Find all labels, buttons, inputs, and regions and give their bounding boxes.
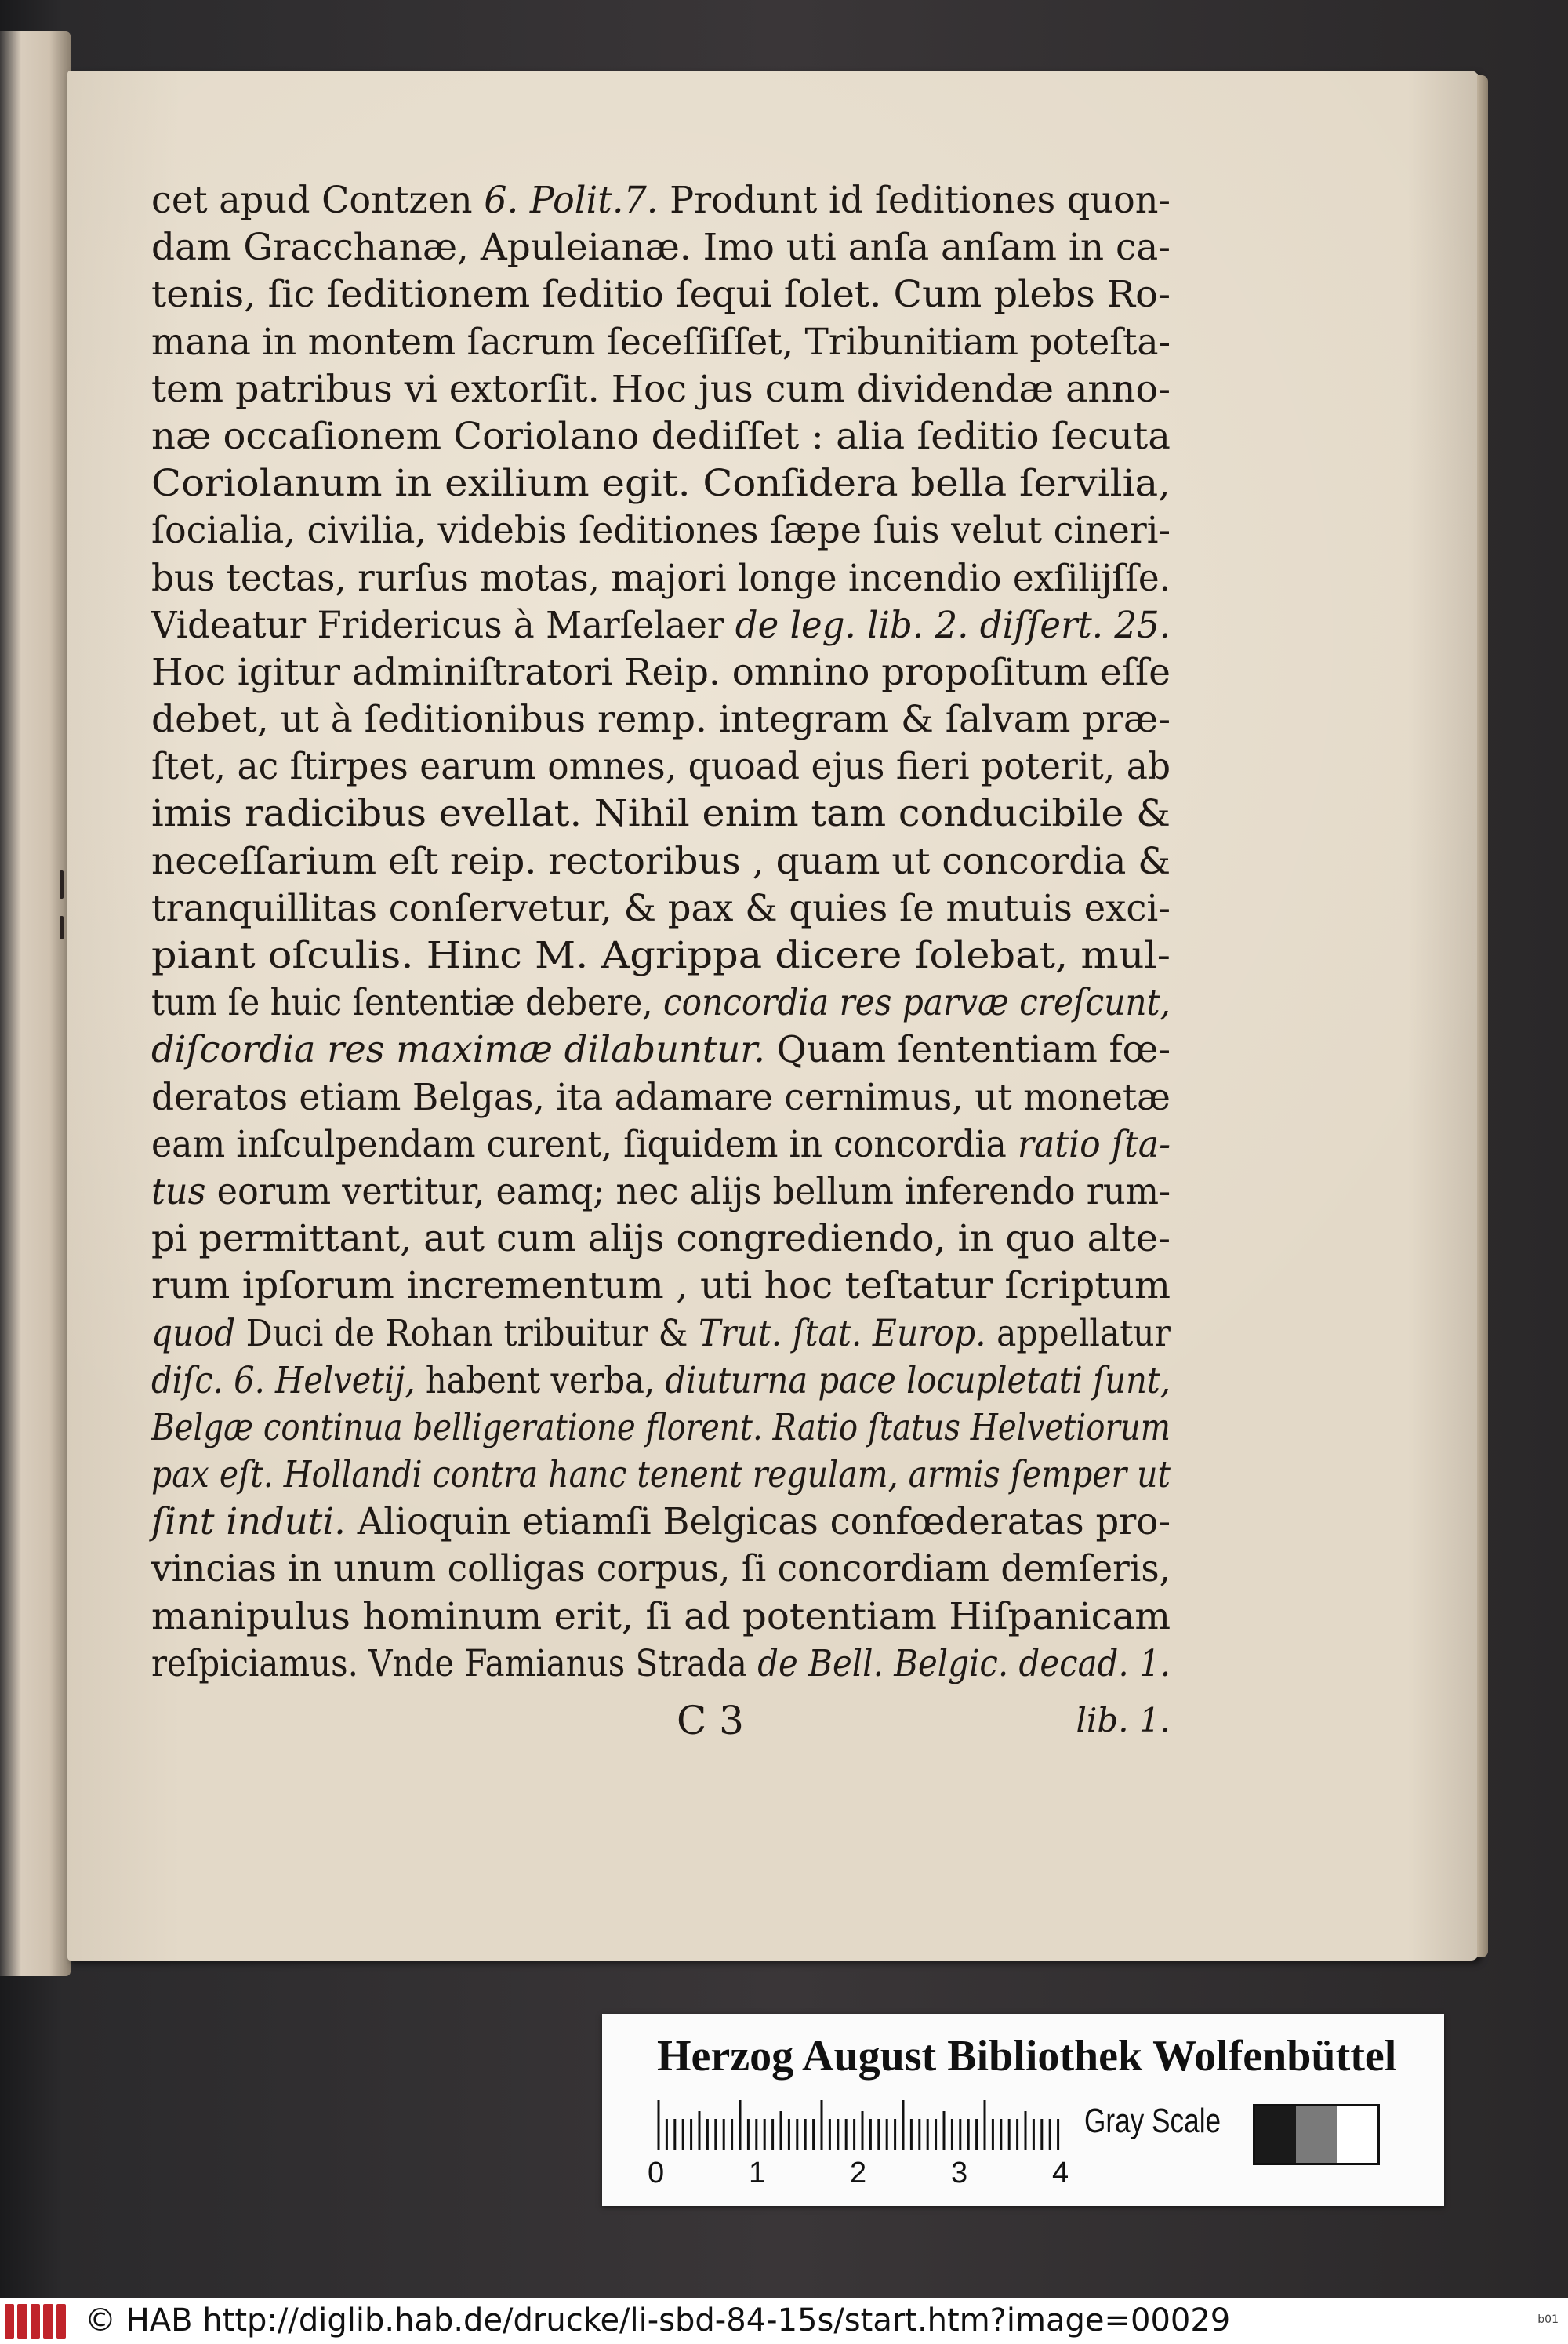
text-run: Coriolanum in exilium egit. Conſidera bella ſervilia, <box>151 462 1171 506</box>
text-line <box>151 1216 1171 1263</box>
text-line <box>151 696 1171 743</box>
text-line <box>151 979 1171 1027</box>
text-run: reſpiciamus. Vnde Famianus Strada <box>151 1641 758 1685</box>
text-line <box>151 649 1171 696</box>
gray-swatch <box>1255 2106 1296 2163</box>
ruler-icon <box>657 2100 1065 2163</box>
previous-pages-edge <box>0 31 71 1976</box>
text-line <box>151 413 1171 460</box>
text-run: tenis, ſic ſeditionem ſeditio ſequi ſolet. Cum plebs Ro- <box>151 273 1171 317</box>
ruler-number: 2 <box>850 2157 867 2190</box>
text-line <box>151 1452 1171 1499</box>
label-title: Herzog August Bibliothek Wolfenbüttel <box>657 2032 1397 2081</box>
text-run: tem patribus vi extorſit. Hoc jus cum dividendæ anno- <box>151 367 1171 411</box>
text-line <box>151 932 1171 979</box>
text-line <box>151 1594 1171 1641</box>
text-line <box>151 1027 1171 1074</box>
italic-text-run: ratio ſta- <box>1017 1122 1171 1166</box>
text-run: habent verba, <box>415 1358 666 1402</box>
text-run: Videatur Fridericus à Marſelaer <box>151 603 735 647</box>
text-line <box>151 224 1171 271</box>
text-line <box>151 885 1171 932</box>
text-run: dam Gracchanæ, Apuleianæ. Imo uti anſa anſam in ca- <box>151 226 1171 270</box>
text-line <box>151 1357 1171 1405</box>
gray-swatch <box>1337 2106 1377 2163</box>
text-line <box>151 838 1171 885</box>
footer-code: b01 <box>1537 2313 1559 2326</box>
text-run: Hoc igitur adminiſtratori Reip. omnino propoſitum eſſe <box>151 650 1171 694</box>
text-run: Produnt id ſeditiones quon- <box>658 179 1171 222</box>
hab-logo-icon <box>5 2304 66 2339</box>
library-label <box>602 2014 1444 2206</box>
text-run: næ occaſionem Coriolano dediſſet : alia ſeditio ſecuta <box>151 414 1171 458</box>
text-run: imis radicibus evellat. Nihil enim tam conducibile & <box>151 792 1171 836</box>
page-text-block <box>151 177 1171 1688</box>
page-edge-shadow <box>1477 75 1488 1957</box>
italic-text-run: Belgæ continua belligeratione florent. Ratio ſtatus Helvetiorum <box>151 1405 1171 1449</box>
text-run: Quam ſententiam fœ- <box>765 1028 1171 1072</box>
italic-text-run: quod <box>151 1311 236 1355</box>
text-line <box>151 177 1171 224</box>
text-line <box>151 1641 1171 1688</box>
text-line <box>151 1074 1171 1121</box>
text-run: piant oſculis. Hinc M. Agrippa dicere ſolebat, mul- <box>151 934 1171 977</box>
ruler-number: 1 <box>749 2157 766 2190</box>
text-run: ſtet, ac ſtirpes earum omnes, quoad ejus fieri poterit, ab <box>151 745 1171 789</box>
italic-text-run: de Bell. Belgic. decad. 1. <box>757 1641 1171 1685</box>
text-line <box>151 1263 1171 1310</box>
source-url-text[interactable]: © HAB http://diglib.hab.de/drucke/li-sbd-84-15s/start.htm?image=00029 <box>85 2302 1231 2339</box>
italic-text-run: Trut. ſtat. Europ. <box>698 1311 986 1355</box>
text-run: eam inſculpendam curent, ſiquidem in concordia <box>151 1122 1018 1166</box>
text-line <box>151 1405 1171 1452</box>
text-line <box>151 319 1171 366</box>
source-footer-bar <box>0 2298 1568 2344</box>
text-run: appellatur <box>985 1311 1171 1355</box>
catchword: lib. 1. <box>1076 1701 1171 1739</box>
text-run: neceſſarium eſt reip. rectoribus , quam ut concordia & <box>151 839 1171 883</box>
text-run: Alioquin etiamſi Belgicas confœderatas pro- <box>345 1500 1171 1544</box>
text-run: pi permittant, aut cum alijs congrediendo, in quo alte- <box>151 1217 1171 1261</box>
text-line <box>151 1121 1171 1168</box>
text-line <box>151 743 1171 790</box>
text-run: cet apud Contzen <box>151 179 485 222</box>
ruler-number: 4 <box>1052 2157 1069 2190</box>
italic-text-run: pax eſt. Hollandi contra hanc tenent regulam, armis ſemper ut <box>151 1453 1171 1497</box>
gray-scale-swatch <box>1253 2104 1380 2165</box>
italic-text-run: ſint induti. <box>151 1500 346 1544</box>
text-line <box>151 1310 1171 1357</box>
text-run: debet, ut à ſeditionibus remp. integram & ſalvam præ- <box>151 698 1171 742</box>
text-line <box>151 602 1171 649</box>
ruler-number: 3 <box>951 2157 968 2190</box>
italic-text-run: diſcordia res maximæ dilabuntur. <box>151 1028 766 1072</box>
text-line <box>151 507 1171 554</box>
italic-text-run: de leg. lib. 2. diſſert. 25. <box>735 603 1171 647</box>
italic-text-run: 6. Polit.7. <box>484 179 659 222</box>
text-run: eorum vertitur, eamq; nec alijs bellum inferendo rum- <box>205 1169 1171 1213</box>
gray-swatch <box>1296 2106 1337 2163</box>
text-line <box>151 1499 1171 1546</box>
italic-text-run: tus <box>151 1169 206 1213</box>
text-line <box>151 555 1171 602</box>
italic-text-run: diſc. 6. Helvetij, <box>151 1358 416 1402</box>
text-line <box>151 790 1171 838</box>
text-run: bus tectas, rurſus motas, majori longe incendio exſilijſſe. <box>151 556 1171 600</box>
italic-text-run: concordia res parvæ creſcunt, <box>663 981 1171 1025</box>
ruler-number: 0 <box>648 2157 665 2190</box>
text-line <box>151 1168 1171 1216</box>
margin-ink-marks <box>55 870 71 949</box>
text-run: tum ſe huic ſententiæ debere, <box>151 981 664 1025</box>
text-run: rum ipſorum incrementum , uti hoc teſtatur ſcriptum <box>151 1264 1171 1308</box>
text-run: mana in montem ſacrum ſeceſſiſſet, Tribunitiam poteſta- <box>151 320 1171 364</box>
text-run: tranquillitas conſervetur, & pax & quies ſe mutuis exci- <box>151 886 1171 930</box>
italic-text-run: diuturna pace locupletati ſunt, <box>665 1358 1171 1402</box>
signature-mark: C 3 <box>677 1698 744 1743</box>
text-run: manipulus hominum erit, ſi ad potentiam Hiſpanicam <box>151 1594 1171 1638</box>
text-run: vincias in unum colligas corpus, ſi concordiam demſeris, <box>151 1547 1171 1591</box>
text-run: deratos etiam Belgas, ita adamare cernimus, ut monetæ <box>151 1075 1171 1119</box>
text-run: ſocialia, civilia, videbis ſeditiones ſæpe ſuis velut cineri- <box>151 509 1171 553</box>
text-run: Duci de Rohan tribuitur & <box>235 1311 699 1355</box>
text-line <box>151 366 1171 413</box>
text-line <box>151 1546 1171 1593</box>
page-footer <box>151 1698 1171 1753</box>
text-line <box>151 271 1171 318</box>
gray-scale-label: Gray Scale <box>1084 2102 1221 2140</box>
text-line <box>151 460 1171 507</box>
